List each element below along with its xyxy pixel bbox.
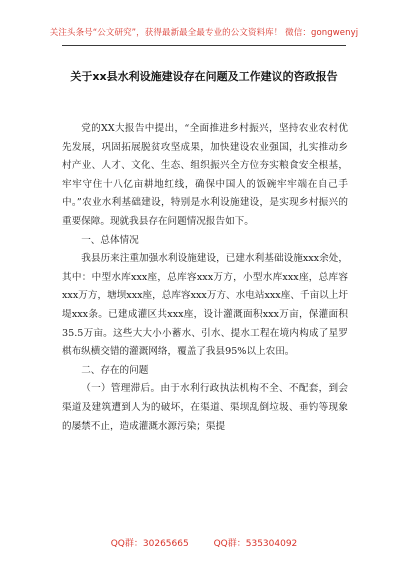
footer-qq-group-2: QQ群：535304092 <box>213 539 298 549</box>
footer-qq-group-1: QQ群：30265665 <box>110 539 189 549</box>
paragraph-overview: 我县历来注重加强水利设施建设，已建水利基础设施xxx余处，其中：中型水库xxx座，总库容xxx万方，小型水库xxx座，总库容xxx万方，塘坝xxx座，总库容xxx万方、水电站xxx座、千亩以上圩堤xxx条。已建成灌区共xxx座，设计灌溉面积xxx万亩，保灌面积35.5万亩。这些大大小小蓄水、引水、提水工程在境内构成了星罗棋布纵横交错的灌溉网络，覆盖了我县95%以上农田。 <box>62 253 348 358</box>
section-heading-problems: 二、存在的问题 <box>81 364 149 376</box>
paragraph-intro: 党的XX大报告中提出，“全面推进乡村振兴，坚持农业农村优先发展，巩固拓展脱贫攻坚成果，加快建设农业强国，扎实推动乡村产业、人才、文化、生态、组织振兴全方位夯实粮食安全根基，牢牢守住十八亿亩耕地红线，确保中国人的饭碗牢牢端在自己手中。”农业水利基础建设，特别是水利设施建设，是实现乡村振兴的重要保障。现就我县存在问题情况报告如下。 <box>62 123 348 227</box>
document-body <box>62 120 348 436</box>
document-title: 关于xx县水利设施建设存在问题及工作建议的咨政报告 <box>70 70 338 83</box>
header-divider <box>62 45 346 46</box>
paragraph-problem-1: （一）管理滞后。由于水利行政执法机构不全、不配套，到会渠道及建筑遭到人为的破坏，在渠道、渠坝乱倒垃圾、垂钓等现象的屡禁不止，造成灌溉水源污染；渠提 <box>62 383 348 432</box>
section-heading-overview: 一、总体情况 <box>81 234 139 246</box>
footer-qq-groups <box>0 536 408 549</box>
header-promo-note: 关注头条号“公文研究”，获得最新最全最专业的公文资料库！ 微信：gongwenyj <box>49 28 359 38</box>
